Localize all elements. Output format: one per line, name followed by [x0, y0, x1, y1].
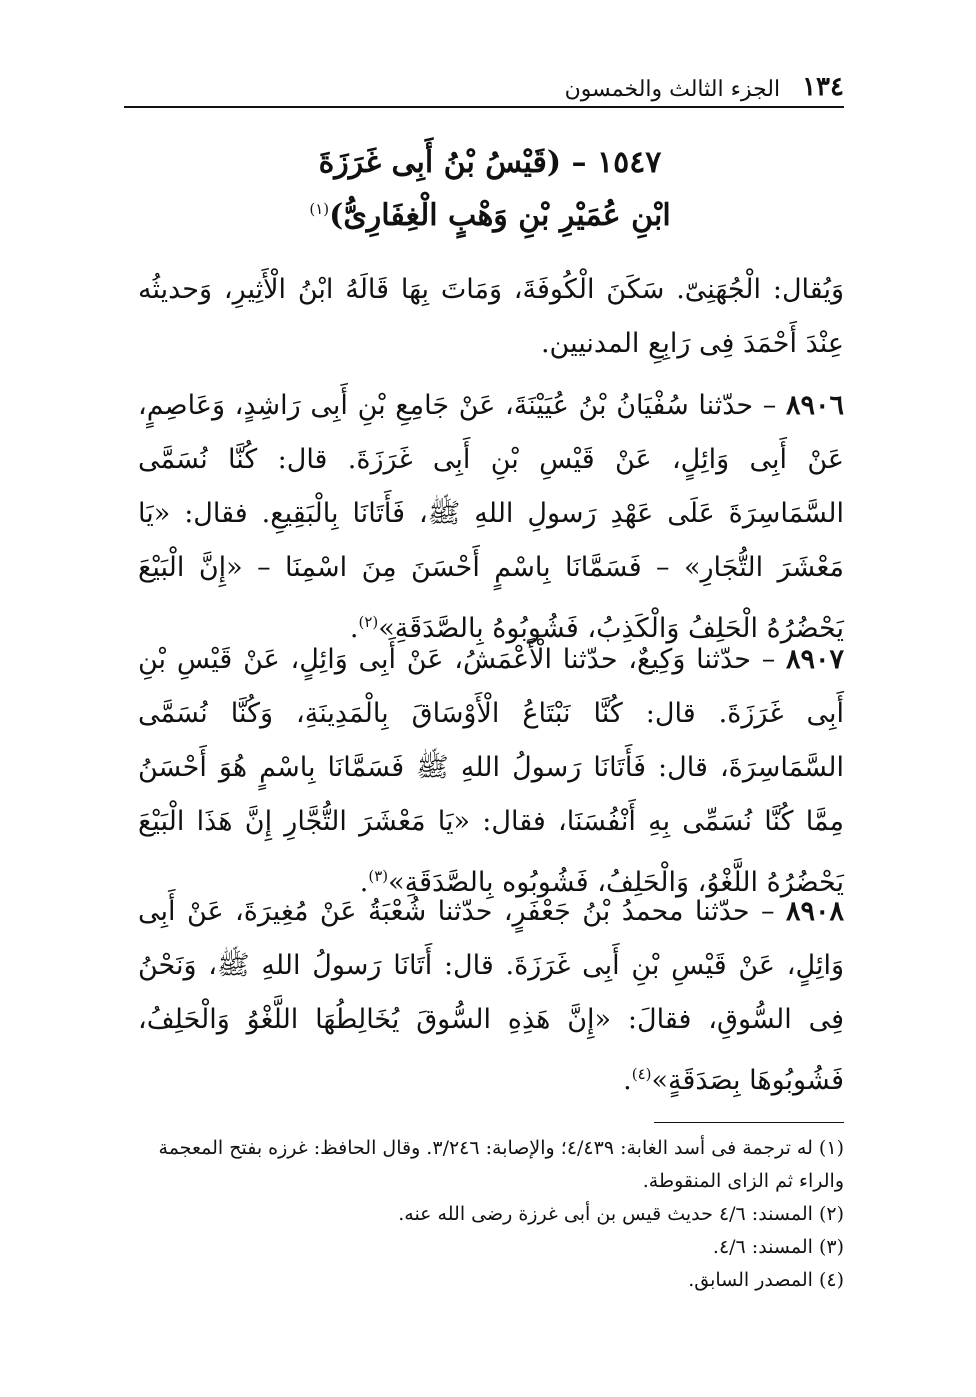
footnote-4: (٤) المصدر السابق. [688, 1269, 844, 1291]
hadith-8907: ٨٩٠٧ – حدّثنا وَكِيعٌ، حدّثنا الْأَعْمَشُ، عَنْ أَبِى وَائِلٍ، عَنْ قَيْسِ بْنِ أَبِى غَرَزَةَ. قال: كُنَّا نَبْتَاعُ الْأَوْسَاقَ بِالْمَدِينَةِ، وَكُنَّا نُسَمَّى السَّمَاسِرَةَ، قال: فَأَتَانَا رَسولُ اللهِ ﷺ فَسَمَّانَا بِاسْمٍ هُوَ أَحْسَنُ مِمَّا كُنَّا نُسَمِّى بِهِ أَنْفُسَنَا، فقال: «يَا مَعْشَرَ التُّجَّارِ إِنَّ هَذَا الْبَيْعَ يَحْضُرُهُ اللَّغْوُ، وَالْحَلِفُ، فَشُوبُوه بِالصَّدَقَةِ»$^{(٣)}$. [138, 644, 844, 898]
hadith-number: ٨٩٠٨ [785, 896, 844, 927]
entry-title-line-2-text: ابْنِ عُمَيْرِ بْنِ وَهْبٍ الْغِفَارِىُّ) [329, 198, 671, 233]
running-header [124, 62, 844, 108]
hadith-8908: ٨٩٠٨ – حدّثنا محمدُ بْنُ جَعْفَرٍ، حدّثنا شُعْبَةُ عَنْ مُغِيرَةَ، عَنْ أَبِى وَائِلٍ، عَنْ قَيْسِ بْنِ أَبِى غَرَزَةَ. قال: أَتَانَا رَسولُ اللهِ ﷺ، وَنَحْنُ فِى السُّوقِ، فقالَ: «إِنَّ هَذِهِ السُّوقَ يُخَالِطُهَا اللَّغْوُ وَالْحَلِفُ، فَشُوبُوهَا بِصَدَقَةٍ»$^{(٤)}$. [138, 896, 844, 1096]
hadith-text: – حدّثنا وَكِيعٌ، حدّثنا الْأَعْمَشُ، عَنْ أَبِى وَائِلٍ، عَنْ قَيْسِ بْنِ أَبِى غَرَزَةَ. قال: كُنَّا نَبْتَاعُ الْأَوْسَاقَ بِالْمَدِينَةِ، وَكُنَّا نُسَمَّى السَّمَاسِرَةَ، قال: فَأَتَانَا رَسولُ اللهِ ﷺ فَسَمَّانَا بِاسْمٍ هُوَ أَحْسَنُ مِمَّا كُنَّا نُسَمِّى بِهِ أَنْفُسَنَا، فقال: «يَا مَعْشَرَ التُّجَّارِ إِنَّ هَذَا الْبَيْعَ يَحْضُرُهُ اللَّغْوُ، وَالْحَلِفُ، فَشُوبُوه بِالصَّدَقَةِ» [138, 644, 844, 898]
footnote-ref-3: (٣) [368, 867, 389, 885]
entry-title-line-1: ١٥٤٧ – (قَيْسُ بْنُ أَبِى غَرَزَةَ [318, 145, 662, 180]
footnotes [138, 1132, 844, 1297]
hadith-number: ٨٩٠٧ [785, 644, 844, 675]
footnote-ref-1: (١) [309, 200, 330, 218]
hadith-8906: ٨٩٠٦ – حدّثنا سُفْيَانُ بْنُ عُيَيْنَةَ، عَنْ جَامِعِ بْنِ أَبِى رَاشِدٍ، وَعَاصِمٍ، عَنْ أَبِى وَائِلٍ، عَنْ قَيْسِ بْنِ أَبِى غَرَزَةَ. قال: كُنَّا نُسَمَّى السَّمَاسِرَةَ عَلَى عَهْدِ رَسولِ اللهِ ﷺ، فَأَتَانَا بِالْبَقِيعِ. فقال: «يَا مَعْشَرَ التُّجَارِ» – فَسَمَّانَا بِاسْمٍ أَحْسَنَ مِنَ اسْمِنَا – «إِنَّ الْبَيْعَ يَحْضُرُهُ الْحَلِفُ وَالْكَذِبُ، فَشُوبُوهُ بِالصَّدَقَةِ»$^{(٢)}$. [138, 390, 844, 644]
footnote-ref-2: (٢) [358, 613, 379, 631]
footnote-divider [654, 1122, 844, 1123]
hadith-number: ٨٩٠٦ [785, 390, 844, 421]
hadith-text: – حدّثنا محمدُ بْنُ جَعْفَرٍ، حدّثنا شُعْبَةُ عَنْ مُغِيرَةَ، عَنْ أَبِى وَائِلٍ، عَنْ قَيْسِ بْنِ أَبِى غَرَزَةَ. قال: أَتَانَا رَسولُ اللهِ ﷺ، وَنَحْنُ فِى السُّوقِ، فقالَ: «إِنَّ هَذِهِ السُّوقَ يُخَالِطُهَا اللَّغْوُ وَالْحَلِفُ، فَشُوبُوهَا بِصَدَقَةٍ» [138, 896, 844, 1096]
footnote-1: (١) له ترجمة فى أسد الغابة: ٤/٤٣٩؛ والإصابة: ٣/٢٤٦. وقال الحافظ: غرزه بفتح المعجمة والراء ثم الزاى المنقوطة. [158, 1137, 844, 1192]
footnote-ref-4: (٤) [631, 1065, 652, 1083]
entry-intro: وَيُقال: الْجُهَنِىّ. سَكَنَ الْكُوفَةَ، وَمَاتَ بِهَا قَالَهُ ابْنُ الْأَثِيرِ، وَحديثُه عِنْدَ أَحْمَدَ فِى رَابِعِ المدنيين. [138, 274, 844, 359]
footnote-3: (٣) المسند: ٤/٦. [712, 1236, 844, 1258]
hadith-text: – حدّثنا سُفْيَانُ بْنُ عُيَيْنَةَ، عَنْ جَامِعِ بْنِ أَبِى رَاشِدٍ، وَعَاصِمٍ، عَنْ أَبِى وَائِلٍ، عَنْ قَيْسِ بْنِ أَبِى غَرَزَةَ. قال: كُنَّا نُسَمَّى السَّمَاسِرَةَ عَلَى عَهْدِ رَسولِ اللهِ ﷺ، فَأَتَانَا بِالْبَقِيعِ. فقال: «يَا مَعْشَرَ التُّجَارِ» – فَسَمَّانَا بِاسْمٍ أَحْسَنَ مِنَ اسْمِنَا – «إِنَّ الْبَيْعَ يَحْضُرُهُ الْحَلِفُ وَالْكَذِبُ، فَشُوبُوهُ بِالصَّدَقَةِ» [138, 390, 844, 644]
page-number: ١٣٤ [802, 72, 844, 102]
entry-title-line-2 [130, 186, 850, 239]
footnote-2: (٢) المسند: ٤/٦ حديث قيس بن أبى غرزة رضى الله عنه. [398, 1203, 844, 1225]
volume-title: الجزء الثالث والخمسون [564, 77, 781, 102]
entry-heading [130, 140, 850, 239]
